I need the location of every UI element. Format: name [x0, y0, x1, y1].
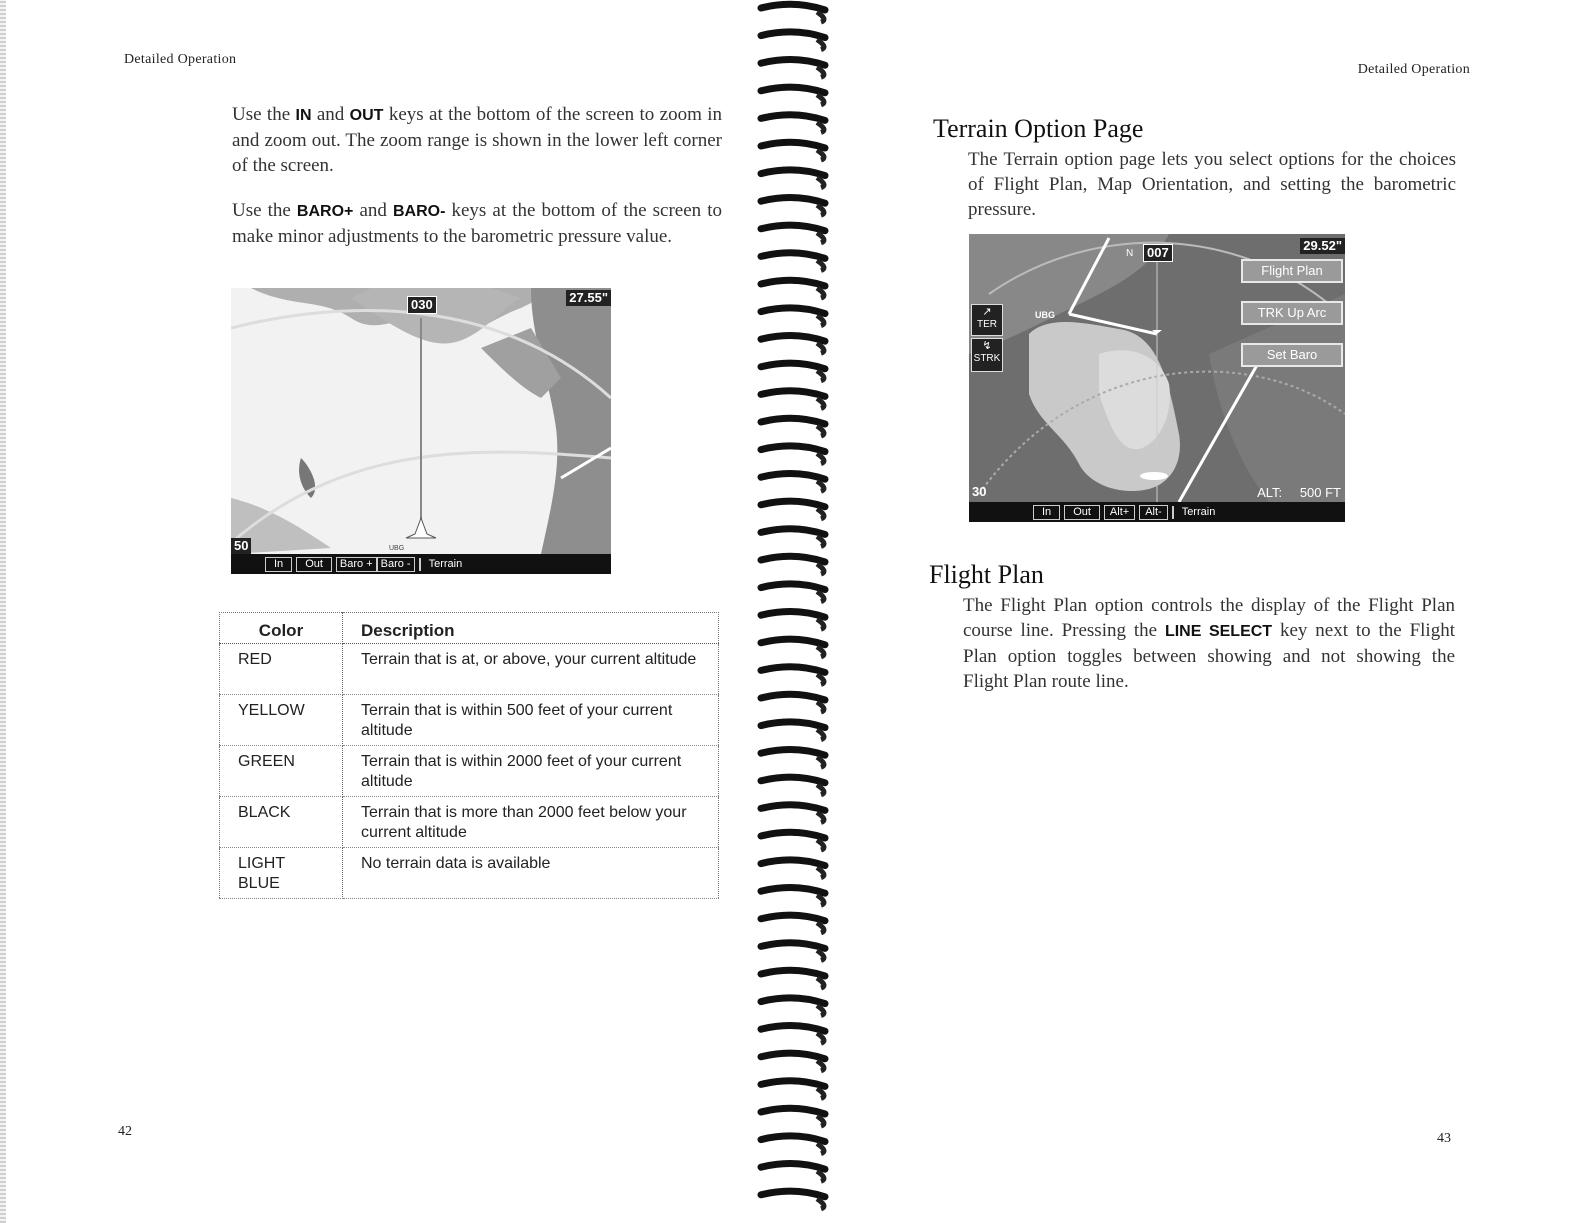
- binding-coil-tail: [817, 592, 824, 602]
- binding-coil: [761, 253, 825, 259]
- binding-coil-tail: [817, 260, 824, 270]
- binding-coil-tail: [817, 1061, 824, 1071]
- page-edge-left: [0, 0, 6, 1223]
- binding-coil: [761, 529, 825, 535]
- description-cell: Terrain that is at, or above, your current altitude: [343, 644, 719, 695]
- binding-coil-tail: [817, 1088, 824, 1098]
- binding-coil-tail: [817, 812, 824, 822]
- terrain-side-button[interactable]: [971, 304, 1003, 336]
- baro-plus-key-label: BARO+: [296, 203, 354, 220]
- binding-coil-tail: [817, 647, 824, 657]
- binding-coil: [761, 60, 825, 66]
- binding-coil: [761, 777, 825, 783]
- binding-coil-tail: [817, 1006, 824, 1016]
- description-column-header: Description: [343, 613, 719, 644]
- baro-paragraph: Use the BARO+ and BARO- keys at the bottom of the screen to make minor adjustments to the barometric pressure value.: [232, 200, 722, 247]
- binding-coil-tail: [817, 150, 824, 160]
- alt-label: ALT:: [1257, 485, 1283, 500]
- table-row: [220, 797, 719, 848]
- baro-minus-softkey[interactable]: Baro -: [377, 557, 415, 572]
- binding-coil: [761, 1191, 825, 1197]
- binding-coil: [761, 860, 825, 866]
- terrain-softkey-right[interactable]: Terrain: [1172, 506, 1224, 519]
- binding-coil: [761, 418, 825, 424]
- altitude-readout: [1257, 485, 1341, 500]
- binding-coil-tail: [817, 426, 824, 436]
- baro-readout-right: 29.52": [1300, 238, 1345, 254]
- section-title-flight-plan: Flight Plan: [929, 560, 1044, 589]
- binding-coil-tail: [817, 12, 824, 22]
- binding-coil: [761, 805, 825, 811]
- binding-coil: [761, 336, 825, 342]
- binding-coil: [761, 639, 825, 645]
- heading-readout-right: 007: [1143, 244, 1173, 262]
- lightning-icon: ↯: [982, 340, 992, 352]
- binding-coil-tail: [817, 1116, 824, 1126]
- binding-coil-tail: [817, 1033, 824, 1043]
- ter-label: TER: [977, 319, 997, 330]
- binding-coil-tail: [817, 978, 824, 988]
- binding-coil-tail: [817, 122, 824, 132]
- binding-coil: [761, 1164, 825, 1170]
- binding-coil: [761, 32, 825, 38]
- binding-coil-tail: [817, 343, 824, 353]
- binding-coil: [761, 722, 825, 728]
- alt-plus-softkey[interactable]: Alt+: [1104, 505, 1135, 520]
- section-title-terrain-option: Terrain Option Page: [933, 114, 1144, 143]
- baro-readout: 27.55": [566, 290, 611, 306]
- zoom-paragraph: Use the IN and OUT keys at the bottom of the screen to zoom in and zoom out. The zoom range is shown in the lower left corner of the screen.: [232, 104, 723, 176]
- binding-coil-tail: [817, 785, 824, 795]
- binding-coil: [761, 501, 825, 507]
- binding-coil: [761, 1026, 825, 1032]
- terrain-color-table: [219, 612, 719, 899]
- binding-coil-tail: [817, 895, 824, 905]
- terrain-option-paragraph: The Terrain option page lets you select options for the choices of Flight Plan, Map Orientation, and setting the barometric pressure.: [968, 149, 1456, 220]
- table-row: [220, 644, 719, 695]
- binding-coil-tail: [817, 205, 824, 215]
- line-select-key-label: LINE SELECT: [1164, 623, 1273, 640]
- alt-minus-softkey[interactable]: Alt-: [1139, 505, 1168, 520]
- binding-coil-tail: [817, 702, 824, 712]
- binding-coil-tail: [817, 536, 824, 546]
- description-cell: Terrain that is within 500 feet of your current altitude: [343, 695, 719, 746]
- trk-up-arc-option[interactable]: TRK Up Arc: [1241, 301, 1343, 325]
- color-cell: GREEN: [220, 746, 343, 797]
- binding-coil: [761, 87, 825, 93]
- binding-coil: [761, 1136, 825, 1142]
- binding-coil: [761, 170, 825, 176]
- description-cell: Terrain that is more than 2000 feet below your current altitude: [343, 797, 719, 848]
- out-softkey-right[interactable]: Out: [1064, 505, 1100, 520]
- terrain-softkey[interactable]: Terrain: [419, 558, 471, 571]
- binding-coil-tail: [817, 619, 824, 629]
- flight-plan-paragraph: The Flight Plan option controls the display of the Flight Plan course line. Pressing the LINE SELECT key next to the Flight Plan option toggles between showing and not showing the Flight Plan route line.: [963, 595, 1455, 692]
- binding-coil-tail: [817, 674, 824, 684]
- binding-coil-tail: [817, 868, 824, 878]
- in-softkey[interactable]: In: [265, 557, 292, 572]
- binding-coil-tail: [817, 67, 824, 77]
- binding-coil: [761, 584, 825, 590]
- binding-coil-tail: [817, 454, 824, 464]
- binding-coil: [761, 363, 825, 369]
- binding-coil-tail: [817, 950, 824, 960]
- binding-coil-tail: [817, 40, 824, 50]
- terrain-profile-icon: ↗: [982, 306, 992, 318]
- range-readout: 50: [231, 538, 251, 554]
- binding-coil-tail: [817, 95, 824, 105]
- color-cell: YELLOW: [220, 695, 343, 746]
- binding-coil: [761, 750, 825, 756]
- binding-coil: [761, 308, 825, 314]
- terrain-option-screen: [969, 234, 1345, 522]
- binding-coil: [761, 198, 825, 204]
- softkey-bar-left: [231, 554, 611, 574]
- set-baro-option[interactable]: Set Baro: [1241, 343, 1343, 367]
- color-cell: RED: [220, 644, 343, 695]
- airport-label-right: UBG: [1035, 310, 1055, 320]
- binding-coil: [761, 1081, 825, 1087]
- binding-coil-tail: [817, 840, 824, 850]
- binding-coil-tail: [817, 398, 824, 408]
- binding-coil: [761, 943, 825, 949]
- table-row: [220, 746, 719, 797]
- table-row: [220, 695, 719, 746]
- alt-value: 500 FT: [1299, 485, 1341, 500]
- running-header-left: Detailed Operation: [124, 52, 237, 67]
- page-number-left: 42: [118, 1124, 132, 1139]
- binding-coil-tail: [817, 564, 824, 574]
- heading-readout: 030: [407, 296, 437, 314]
- binding-coil: [761, 1053, 825, 1059]
- baro-minus-key-label: BARO-: [392, 203, 446, 220]
- binding-coil: [761, 4, 825, 10]
- binding-coil: [761, 970, 825, 976]
- strk-label: STRK: [973, 353, 1001, 364]
- binding-coil: [761, 694, 825, 700]
- binding-coil-tail: [817, 288, 824, 298]
- in-softkey-right[interactable]: In: [1033, 505, 1060, 520]
- table-row: [220, 848, 719, 899]
- binding-coil-tail: [817, 178, 824, 188]
- binding-coil: [761, 888, 825, 894]
- flight-plan-option[interactable]: Flight Plan: [1241, 259, 1343, 283]
- description-cell: No terrain data is available: [343, 848, 719, 899]
- baro-plus-softkey[interactable]: Baro +: [336, 557, 377, 572]
- color-column-header: Color: [220, 613, 343, 644]
- spiral-binding: [755, 0, 835, 1223]
- airport-label: UBG: [389, 545, 405, 552]
- binding-coil: [761, 915, 825, 921]
- page-number-right: 43: [1437, 1131, 1451, 1146]
- binding-coil-tail: [817, 1199, 824, 1209]
- color-cell: BLACK: [220, 797, 343, 848]
- range-readout-right: 30: [972, 484, 987, 499]
- binding-coil-tail: [817, 923, 824, 933]
- color-cell: LIGHT BLUE: [220, 848, 343, 899]
- binding-coil-tail: [817, 233, 824, 243]
- binding-coil: [761, 115, 825, 121]
- terrain-map-screen-left: [231, 288, 611, 574]
- binding-coil-tail: [817, 371, 824, 381]
- north-indicator: N: [1126, 248, 1134, 259]
- binding-coil-tail: [817, 1171, 824, 1181]
- binding-coil: [761, 612, 825, 618]
- binding-coil: [761, 556, 825, 562]
- table-header-row: [220, 613, 719, 644]
- strike-side-button[interactable]: [971, 338, 1003, 372]
- binding-coil: [761, 1108, 825, 1114]
- binding-coil-tail: [817, 730, 824, 740]
- softkey-bar-right: [969, 502, 1345, 522]
- out-key-label: OUT: [349, 107, 384, 124]
- binding-coil: [761, 142, 825, 148]
- binding-coil: [761, 667, 825, 673]
- binding-coil-tail: [817, 757, 824, 767]
- in-key-label: IN: [295, 107, 312, 124]
- description-cell: Terrain that is within 2000 feet of your current altitude: [343, 746, 719, 797]
- binding-coil-tail: [817, 316, 824, 326]
- binding-coil: [761, 446, 825, 452]
- running-header-right: Detailed Operation: [1357, 62, 1470, 77]
- binding-coil: [761, 280, 825, 286]
- binding-coil-tail: [817, 481, 824, 491]
- binding-coil: [761, 474, 825, 480]
- out-softkey[interactable]: Out: [296, 557, 332, 572]
- binding-coil: [761, 391, 825, 397]
- binding-coil: [761, 832, 825, 838]
- binding-coil: [761, 225, 825, 231]
- terrain-map-graphic: [231, 288, 611, 574]
- binding-coil-tail: [817, 1144, 824, 1154]
- binding-coil-tail: [817, 509, 824, 519]
- binding-coil: [761, 998, 825, 1004]
